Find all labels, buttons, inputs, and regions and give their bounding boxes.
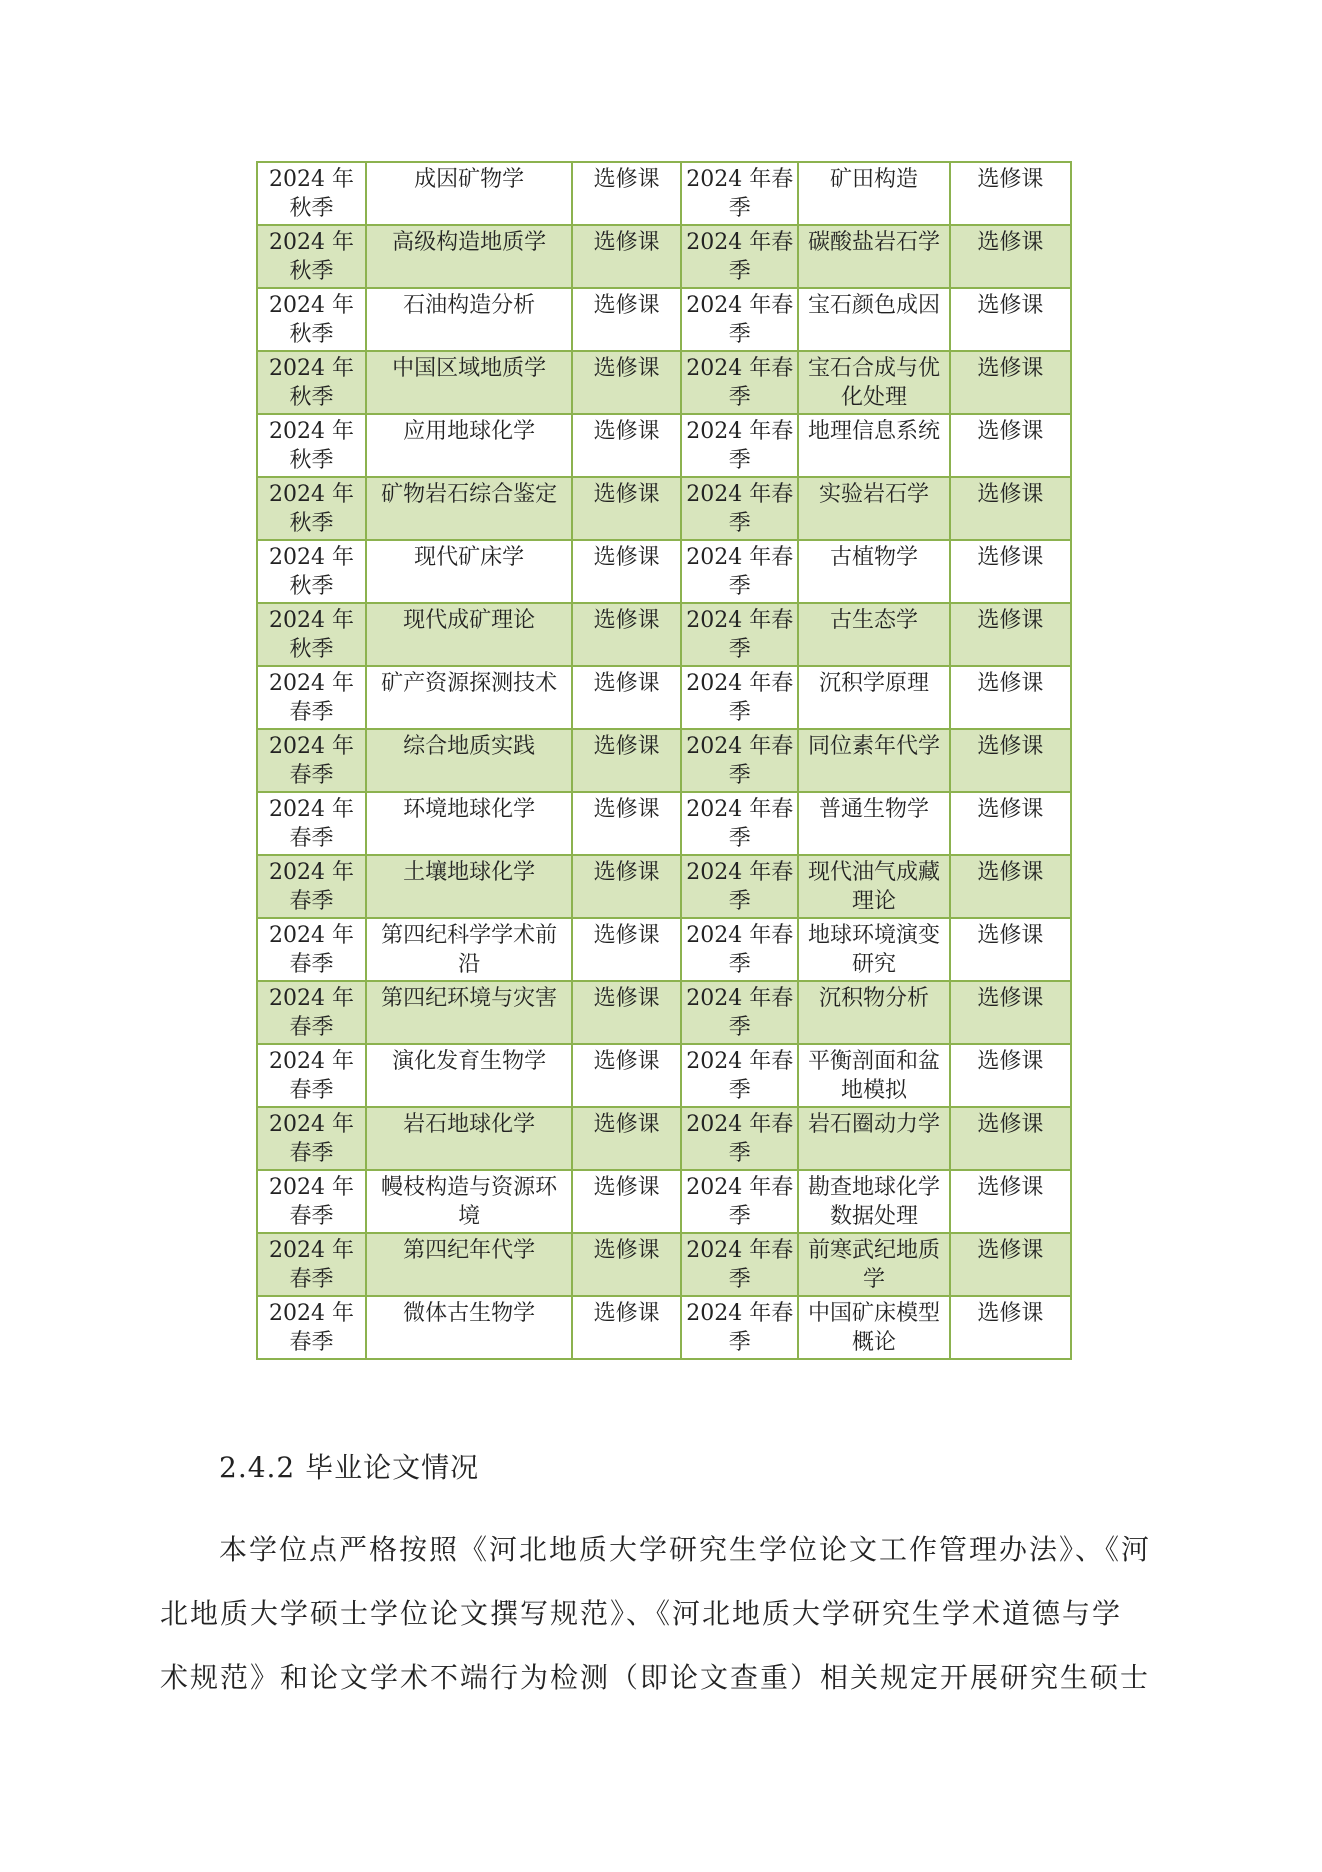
course-name-cell (798, 351, 949, 414)
semester-cell (257, 981, 366, 1044)
course-type-cell (950, 918, 1071, 981)
cell-text: 选修课 (977, 482, 1044, 507)
cell-text: 2024 年春季 (686, 1301, 794, 1355)
course-name-cell (366, 729, 572, 792)
course-type-cell (572, 540, 681, 603)
course-name-cell (366, 225, 572, 288)
semester-cell (681, 414, 798, 477)
course-name-cell (798, 225, 949, 288)
cell-text: 2024 年春季 (686, 419, 794, 473)
table-row (257, 666, 1071, 729)
course-type-cell (572, 918, 681, 981)
course-name-cell (798, 288, 949, 351)
course-type-cell (950, 162, 1071, 225)
cell-text: 现代成矿理论 (403, 608, 536, 633)
course-name-cell (798, 477, 949, 540)
table-row (257, 1170, 1071, 1233)
paragraph-line: 本学位点严格按照《河北地质大学研究生学位论文工作管理办法》、《河 (219, 1533, 1152, 1566)
semester-cell (681, 162, 798, 225)
cell-text: 石油构造分析 (403, 293, 536, 318)
cell-text: 选修课 (593, 1175, 660, 1200)
semester-cell (681, 1044, 798, 1107)
course-name-cell (366, 1170, 572, 1233)
cell-text: 2024 年春季 (686, 797, 794, 851)
semester-cell (257, 225, 366, 288)
course-name-cell (798, 1044, 949, 1107)
course-name-cell (366, 1296, 572, 1359)
cell-text: 2024 年春季 (686, 1049, 794, 1103)
cell-text: 选修课 (977, 1238, 1044, 1263)
cell-text: 沉积物分析 (819, 986, 930, 1011)
course-name-cell (798, 981, 949, 1044)
course-name-cell (798, 1233, 949, 1296)
course-type-cell (572, 603, 681, 666)
semester-cell (681, 1296, 798, 1359)
semester-cell (681, 1233, 798, 1296)
table-row (257, 603, 1071, 666)
cell-text: 选修课 (977, 797, 1044, 822)
cell-text: 选修课 (977, 1049, 1044, 1074)
course-type-cell (950, 288, 1071, 351)
cell-text: 2024 年春季 (686, 860, 794, 914)
semester-cell (257, 666, 366, 729)
cell-text: 选修课 (593, 860, 660, 885)
course-name-cell (798, 162, 949, 225)
course-name-cell (798, 1107, 949, 1170)
course-type-cell (950, 729, 1071, 792)
table-row (257, 1044, 1071, 1107)
cell-text: 选修课 (593, 734, 660, 759)
cell-text: 前寒武纪地质学 (808, 1238, 941, 1292)
course-name-cell (366, 414, 572, 477)
course-type-cell (950, 477, 1071, 540)
cell-text: 选修课 (593, 356, 660, 381)
course-type-cell (572, 1044, 681, 1107)
course-name-cell (366, 1107, 572, 1170)
course-name-cell (366, 603, 572, 666)
course-type-cell (950, 1107, 1071, 1170)
cell-text: 选修课 (593, 545, 660, 570)
course-name-cell (798, 414, 949, 477)
cell-text: 选修课 (977, 671, 1044, 696)
cell-text: 实验岩石学 (819, 482, 930, 507)
cell-text: 2024 年秋季 (269, 482, 355, 536)
cell-text: 选修课 (977, 419, 1044, 444)
course-name-cell (798, 729, 949, 792)
semester-cell (257, 414, 366, 477)
cell-text: 2024 年春季 (686, 293, 794, 347)
cell-text: 沉积学原理 (819, 671, 930, 696)
semester-cell (681, 288, 798, 351)
cell-text: 选修课 (593, 797, 660, 822)
cell-text: 2024 年春季 (686, 356, 794, 410)
semester-cell (681, 477, 798, 540)
course-name-cell (798, 603, 949, 666)
table-row (257, 918, 1071, 981)
cell-text: 2024 年秋季 (269, 545, 355, 599)
cell-text: 选修课 (593, 419, 660, 444)
semester-cell (257, 288, 366, 351)
course-name-cell (366, 918, 572, 981)
cell-text: 微体古生物学 (403, 1301, 536, 1326)
cell-text: 勘查地球化学数据处理 (808, 1175, 941, 1229)
cell-text: 选修课 (593, 1238, 660, 1263)
course-type-cell (572, 729, 681, 792)
table-row (257, 225, 1071, 288)
course-type-cell (572, 1296, 681, 1359)
course-name-cell (366, 288, 572, 351)
cell-text: 岩石圈动力学 (808, 1112, 941, 1137)
semester-cell (681, 729, 798, 792)
cell-text: 选修课 (593, 1049, 660, 1074)
table-row (257, 792, 1071, 855)
cell-text: 现代油气成藏理论 (808, 860, 941, 914)
course-name-cell (366, 1233, 572, 1296)
cell-text: 2024 年春季 (686, 1238, 794, 1292)
course-type-cell (950, 1233, 1071, 1296)
cell-text: 矿产资源探测技术 (381, 671, 558, 696)
semester-cell (257, 477, 366, 540)
course-type-cell (950, 1044, 1071, 1107)
course-type-cell (950, 351, 1071, 414)
semester-cell (257, 1233, 366, 1296)
cell-text: 普通生物学 (819, 797, 930, 822)
table-row (257, 288, 1071, 351)
cell-text: 2024 年春季 (269, 1238, 355, 1292)
course-type-cell (950, 666, 1071, 729)
semester-cell (257, 540, 366, 603)
table-row (257, 729, 1071, 792)
cell-text: 第四纪年代学 (403, 1238, 536, 1263)
table-row (257, 855, 1071, 918)
course-type-cell (572, 981, 681, 1044)
cell-text: 2024 年春季 (269, 1175, 355, 1229)
cell-text: 选修课 (593, 230, 660, 255)
semester-cell (681, 603, 798, 666)
cell-text: 选修课 (977, 986, 1044, 1011)
course-name-cell (366, 540, 572, 603)
course-name-cell (798, 1170, 949, 1233)
course-name-cell (798, 918, 949, 981)
table-row (257, 1296, 1071, 1359)
cell-text: 2024 年秋季 (269, 230, 355, 284)
course-type-cell (950, 792, 1071, 855)
table-row (257, 540, 1071, 603)
semester-cell (257, 792, 366, 855)
course-name-cell (366, 1044, 572, 1107)
course-table (256, 161, 1072, 1360)
course-type-cell (572, 855, 681, 918)
cell-text: 古生态学 (830, 608, 919, 633)
cell-text: 地理信息系统 (808, 419, 941, 444)
semester-cell (257, 729, 366, 792)
course-type-cell (950, 1296, 1071, 1359)
cell-text: 选修课 (977, 293, 1044, 318)
cell-text: 2024 年春季 (686, 1175, 794, 1229)
cell-text: 演化发育生物学 (392, 1049, 547, 1074)
semester-cell (681, 981, 798, 1044)
semester-cell (681, 792, 798, 855)
cell-text: 矿物岩石综合鉴定 (381, 482, 558, 507)
semester-cell (257, 855, 366, 918)
table-row (257, 981, 1071, 1044)
cell-text: 选修课 (593, 482, 660, 507)
cell-text: 地球环境演变研究 (808, 923, 941, 977)
cell-text: 选修课 (977, 608, 1044, 633)
cell-text: 2024 年春季 (686, 167, 794, 221)
cell-text: 现代矿床学 (414, 545, 525, 570)
semester-cell (681, 351, 798, 414)
course-type-cell (572, 477, 681, 540)
cell-text: 2024 年春季 (686, 923, 794, 977)
cell-text: 2024 年秋季 (269, 167, 355, 221)
course-type-cell (572, 1233, 681, 1296)
cell-text: 选修课 (977, 1175, 1044, 1200)
cell-text: 2024 年春季 (269, 860, 355, 914)
course-name-cell (366, 162, 572, 225)
course-name-cell (366, 855, 572, 918)
cell-text: 土壤地球化学 (403, 860, 536, 885)
course-type-cell (572, 162, 681, 225)
semester-cell (257, 351, 366, 414)
semester-cell (681, 666, 798, 729)
semester-cell (257, 1044, 366, 1107)
cell-text: 2024 年春季 (686, 608, 794, 662)
cell-text: 选修课 (977, 860, 1044, 885)
cell-text: 2024 年春季 (686, 545, 794, 599)
course-name-cell (366, 666, 572, 729)
cell-text: 2024 年秋季 (269, 419, 355, 473)
cell-text: 幔枝构造与资源环境 (381, 1175, 558, 1229)
course-table-body (257, 162, 1071, 1359)
cell-text: 岩石地球化学 (403, 1112, 536, 1137)
cell-text: 第四纪环境与灾害 (381, 986, 558, 1011)
cell-text: 宝石合成与优化处理 (808, 356, 941, 410)
semester-cell (681, 855, 798, 918)
semester-cell (257, 1170, 366, 1233)
cell-text: 综合地质实践 (403, 734, 536, 759)
cell-text: 2024 年春季 (686, 671, 794, 725)
cell-text: 选修课 (977, 1112, 1044, 1137)
course-type-cell (572, 414, 681, 477)
cell-text: 同位素年代学 (808, 734, 941, 759)
cell-text: 选修课 (977, 923, 1044, 948)
cell-text: 2024 年春季 (269, 671, 355, 725)
cell-text: 2024 年春季 (686, 986, 794, 1040)
course-type-cell (950, 855, 1071, 918)
cell-text: 2024 年春季 (269, 986, 355, 1040)
course-type-cell (572, 1107, 681, 1170)
cell-text: 2024 年春季 (686, 734, 794, 788)
cell-text: 选修课 (977, 1301, 1044, 1326)
cell-text: 宝石颜色成因 (808, 293, 941, 318)
paragraph-line: 北地质大学硕士学位论文撰写规范》、《河北地质大学研究生学术道德与学 (160, 1597, 1123, 1630)
cell-text: 2024 年春季 (269, 734, 355, 788)
cell-text: 2024 年春季 (269, 923, 355, 977)
cell-text: 平衡剖面和盆地模拟 (808, 1049, 941, 1103)
course-type-cell (572, 225, 681, 288)
cell-text: 选修课 (593, 167, 660, 192)
course-type-cell (950, 981, 1071, 1044)
course-type-cell (950, 414, 1071, 477)
course-type-cell (572, 666, 681, 729)
semester-cell (681, 918, 798, 981)
table-row (257, 162, 1071, 225)
cell-text: 2024 年秋季 (269, 293, 355, 347)
semester-cell (681, 1170, 798, 1233)
course-name-cell (366, 351, 572, 414)
course-name-cell (798, 666, 949, 729)
course-name-cell (798, 792, 949, 855)
course-type-cell (950, 225, 1071, 288)
cell-text: 选修课 (977, 356, 1044, 381)
course-name-cell (366, 981, 572, 1044)
table-row (257, 1233, 1071, 1296)
cell-text: 中国区域地质学 (392, 356, 547, 381)
course-type-cell (572, 288, 681, 351)
cell-text: 选修课 (593, 293, 660, 318)
cell-text: 选修课 (977, 734, 1044, 759)
cell-text: 中国矿床模型概论 (808, 1301, 941, 1355)
cell-text: 选修课 (977, 167, 1044, 192)
cell-text: 选修课 (593, 986, 660, 1011)
cell-text: 2024 年秋季 (269, 356, 355, 410)
cell-text: 碳酸盐岩石学 (808, 230, 941, 255)
semester-cell (257, 162, 366, 225)
table-row (257, 1107, 1071, 1170)
table-row (257, 477, 1071, 540)
cell-text: 2024 年春季 (686, 230, 794, 284)
semester-cell (257, 1107, 366, 1170)
semester-cell (681, 540, 798, 603)
cell-text: 2024 年春季 (686, 1112, 794, 1166)
course-name-cell (366, 477, 572, 540)
cell-text: 2024 年春季 (269, 1112, 355, 1166)
cell-text: 选修课 (977, 230, 1044, 255)
course-name-cell (366, 792, 572, 855)
cell-text: 选修课 (593, 671, 660, 696)
course-type-cell (950, 540, 1071, 603)
semester-cell (681, 1107, 798, 1170)
course-name-cell (798, 1296, 949, 1359)
course-type-cell (950, 1170, 1071, 1233)
semester-cell (681, 225, 798, 288)
cell-text: 高级构造地质学 (392, 230, 547, 255)
section-heading: 2.4.2 毕业论文情况 (219, 1451, 480, 1484)
cell-text: 选修课 (593, 923, 660, 948)
cell-text: 应用地球化学 (403, 419, 536, 444)
course-type-cell (572, 792, 681, 855)
cell-text: 2024 年春季 (269, 1301, 355, 1355)
cell-text: 选修课 (593, 1301, 660, 1326)
cell-text: 古植物学 (830, 545, 919, 570)
cell-text: 成因矿物学 (414, 167, 525, 192)
paragraph-line: 术规范》和论文学术不端行为检测（即论文查重）相关规定开展研究生硕士 (160, 1661, 1151, 1694)
semester-cell (257, 1296, 366, 1359)
cell-text: 第四纪科学学术前沿 (381, 923, 558, 977)
cell-text: 矿田构造 (830, 167, 919, 192)
semester-cell (257, 918, 366, 981)
cell-text: 选修课 (593, 1112, 660, 1137)
cell-text: 2024 年春季 (686, 482, 794, 536)
course-name-cell (798, 540, 949, 603)
semester-cell (257, 603, 366, 666)
cell-text: 选修课 (593, 608, 660, 633)
cell-text: 选修课 (977, 545, 1044, 570)
course-type-cell (950, 603, 1071, 666)
table-row (257, 414, 1071, 477)
cell-text: 2024 年春季 (269, 1049, 355, 1103)
cell-text: 环境地球化学 (403, 797, 536, 822)
course-type-cell (572, 1170, 681, 1233)
cell-text: 2024 年春季 (269, 797, 355, 851)
cell-text: 2024 年秋季 (269, 608, 355, 662)
course-name-cell (798, 855, 949, 918)
course-type-cell (572, 351, 681, 414)
table-row (257, 351, 1071, 414)
